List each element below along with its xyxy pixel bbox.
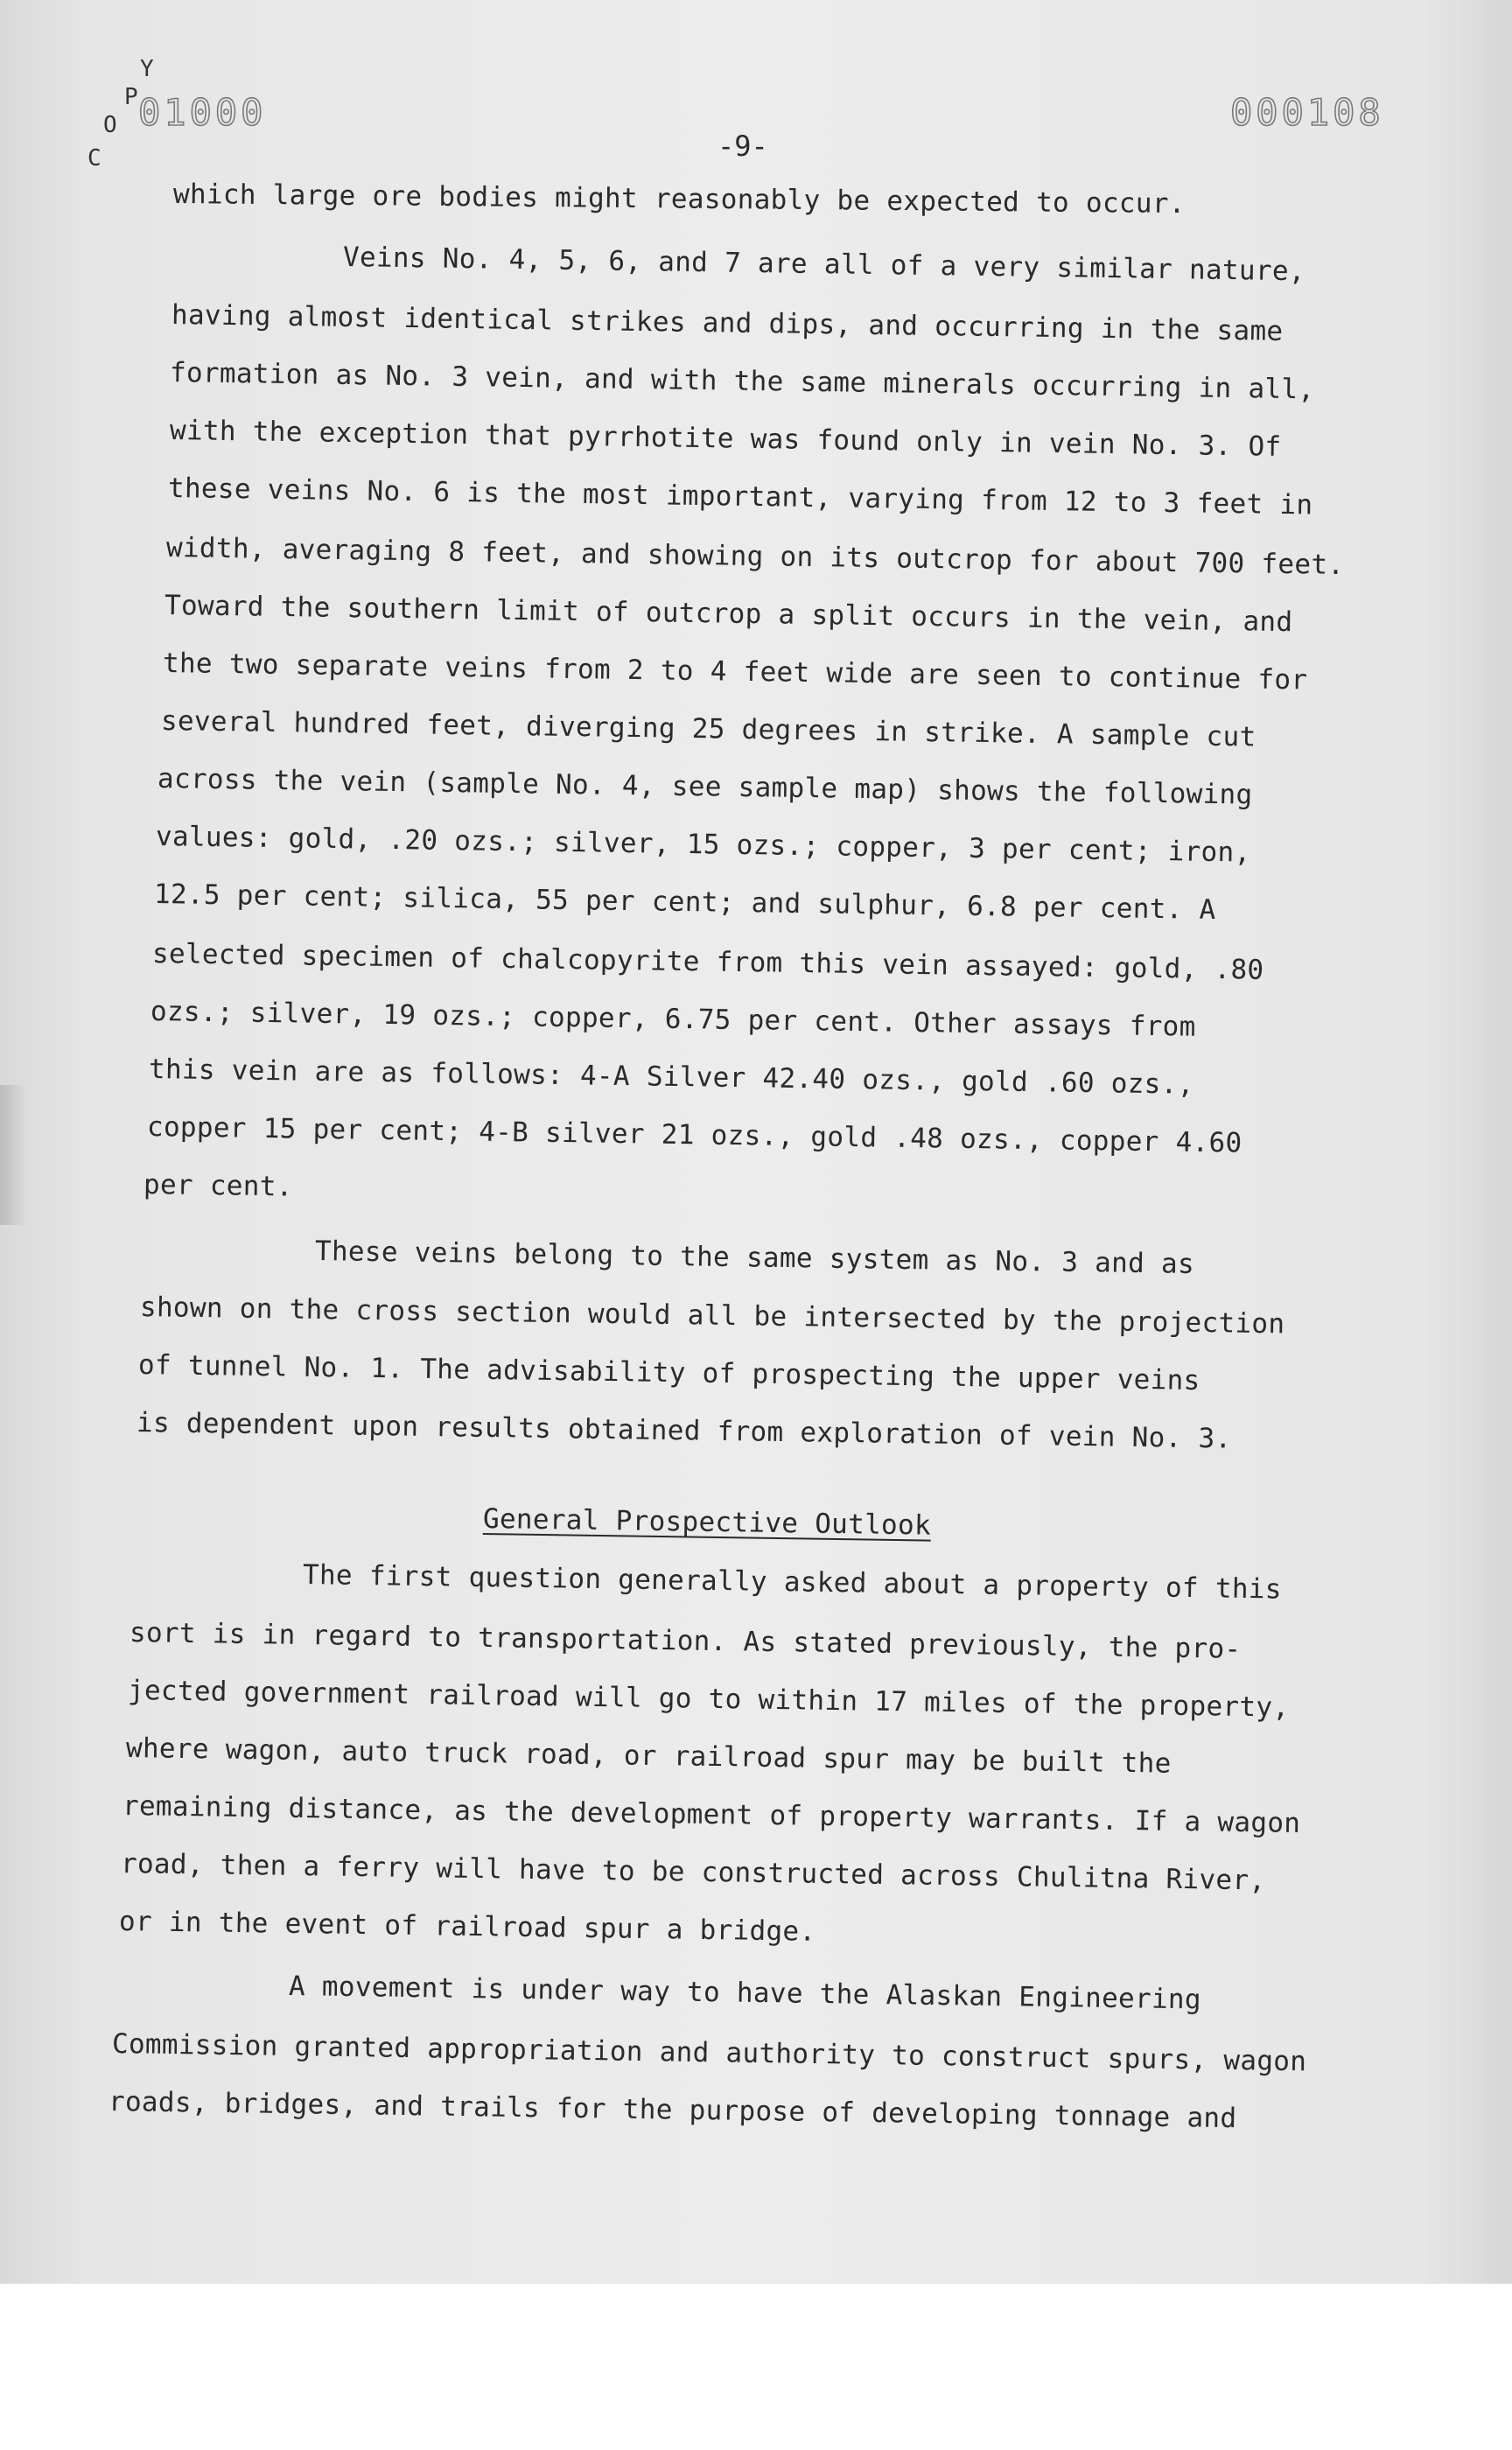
- page-number: -9-: [718, 130, 768, 163]
- text-line: or in the event of railroad spur a bridge.: [118, 1906, 816, 1948]
- text-line: copper 15 per cent; 4-B silver 21 ozs., gold .48 ozs., copper 4.60: [146, 1111, 1242, 1159]
- text-line: where wagon, auto truck road, or railroad spur may be built the: [125, 1732, 1172, 1780]
- text-line: the two separate veins from 2 to 4 feet wide are seen to continue for: [162, 648, 1308, 696]
- scan-margin: [0, 2284, 1512, 2450]
- text-line: road, then a ferry will have to be constructed across Chulitna River,: [120, 1848, 1266, 1897]
- page-edge-shadow: [0, 1085, 26, 1225]
- text-line: values: gold, .20 ozs.; silver, 15 ozs.; copper, 3 per cent; iron,: [155, 821, 1251, 869]
- text-line: ozs.; silver, 19 ozs.; copper, 6.75 per cent. Other assays from: [150, 996, 1196, 1043]
- text-line: Commission granted appropriation and authority to construct spurs, wagon: [111, 2028, 1307, 2078]
- text-line: A movement is under way to have the Alaskan Engineering: [288, 1970, 1202, 2016]
- copy-mark-o: O: [103, 112, 117, 138]
- text-line: 12.5 per cent; silica, 55 per cent; and sulphur, 6.8 per cent. A: [153, 878, 1216, 927]
- copy-mark-p: P: [124, 84, 138, 110]
- text-line: of tunnel No. 1. The advisability of prospecting the upper veins: [137, 1349, 1200, 1397]
- text-line: this vein are as follows: 4-A Silver 42.40 ozs., gold .60 ozs.,: [148, 1054, 1194, 1101]
- copy-mark-c: C: [88, 145, 102, 172]
- text-line: These veins belong to the same system as No. 3 and as: [314, 1236, 1195, 1280]
- text-line: remaining distance, as the development of property warrants. If a wagon: [122, 1790, 1301, 1839]
- text-line: across the vein (sample No. 4, see sample map) shows the following: [157, 763, 1253, 811]
- document-stamp-right: 000108: [1230, 91, 1384, 134]
- text-line: Veins No. 4, 5, 6, and 7 are all of a very similar nature,: [342, 242, 1306, 288]
- text-line: with the exception that pyrrhotite was found only in vein No. 3. Of: [169, 415, 1282, 463]
- text-line: shown on the cross section would all be intersected by the projection: [139, 1292, 1285, 1340]
- text-line: formation as No. 3 vein, and with the same minerals occurring in all,: [169, 357, 1315, 406]
- text-line: per cent.: [143, 1169, 293, 1203]
- text-line: sort is in regard to transportation. As stated previously, the pro-: [129, 1617, 1242, 1665]
- text-line: these veins No. 6 is the most important, varying from 12 to 3 feet in: [167, 472, 1313, 522]
- copy-mark-y: Y: [140, 56, 154, 82]
- text-line: width, averaging 8 feet, and showing on its outcrop for about 700 feet.: [165, 532, 1345, 581]
- text-line: having almost identical strikes and dips, and occurring in the same: [171, 299, 1284, 347]
- text-line: Toward the southern limit of outcrop a split occurs in the vein, and: [164, 590, 1293, 639]
- text-line: is dependent upon results obtained from exploration of vein No. 3.: [136, 1407, 1232, 1455]
- section-heading: General Prospective Outlook: [482, 1503, 932, 1542]
- text-line: several hundred feet, diverging 25 degrees in strike. A sample cut: [160, 705, 1256, 753]
- document-stamp-left: 01000: [138, 91, 267, 134]
- text-line: which large ore bodies might reasonably be expected to occur.: [172, 178, 1186, 220]
- text-line: selected specimen of chalcopyrite from this vein assayed: gold, .80: [151, 938, 1264, 986]
- text-line: jected government railroad will go to within 17 miles of the property,: [127, 1675, 1290, 1724]
- text-line: The first question generally asked about a property of this: [302, 1559, 1283, 1606]
- text-line: roads, bridges, and trails for the purpose of developing tonnage and: [108, 2086, 1237, 2135]
